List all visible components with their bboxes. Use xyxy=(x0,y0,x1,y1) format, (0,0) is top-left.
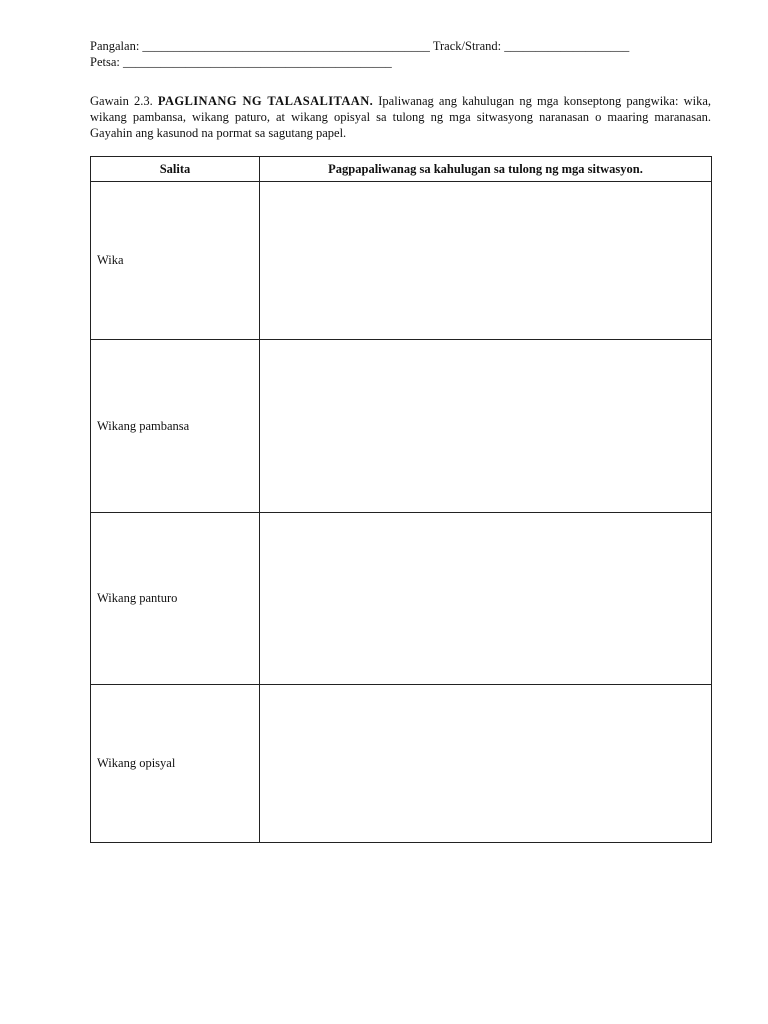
table-row xyxy=(91,340,712,513)
row-word-wikang-pambansa: Wikang pambansa xyxy=(91,340,260,513)
name-track-line: Pangalan: ______________________________________________ Track/Strand: ____________________ xyxy=(90,39,630,53)
row-word-wikang-opisyal: Wikang opisyal xyxy=(91,685,260,843)
table-row xyxy=(91,513,712,685)
row-word-wika: Wika xyxy=(91,182,260,340)
row-answer-wika[interactable] xyxy=(260,182,712,340)
activity-instructions xyxy=(90,93,711,141)
vocabulary-table xyxy=(90,156,712,843)
row-answer-wikang-opisyal[interactable] xyxy=(260,685,712,843)
table-row xyxy=(91,182,712,340)
student-info-header xyxy=(90,38,712,70)
row-answer-wikang-pambansa[interactable] xyxy=(260,340,712,513)
activity-title: PAGLINANG NG TALASALITAAN. xyxy=(157,94,374,108)
table-row xyxy=(91,685,712,843)
table-header-row xyxy=(91,157,712,182)
header-explanation: Pagpapaliwanag sa kahulugan sa tulong ng mga sitwasyon. xyxy=(260,157,712,182)
header-word: Salita xyxy=(91,157,260,182)
row-word-wikang-panturo: Wikang panturo xyxy=(91,513,260,685)
row-answer-wikang-panturo[interactable] xyxy=(260,513,712,685)
date-line: Petsa: ___________________________________________ xyxy=(90,55,392,69)
activity-body: Ipaliwanag ang kahulugan ng mga konseptong pangwika: wika, wikang pambansa, wikang paturo, at wikang opisyal sa tulong ng mga sitwasyong naranasan o maaring maranasan. Gayahin ang kasunod na pormat sa sagutang papel. xyxy=(90,94,711,140)
activity-number: Gawain 2.3. xyxy=(90,94,158,108)
